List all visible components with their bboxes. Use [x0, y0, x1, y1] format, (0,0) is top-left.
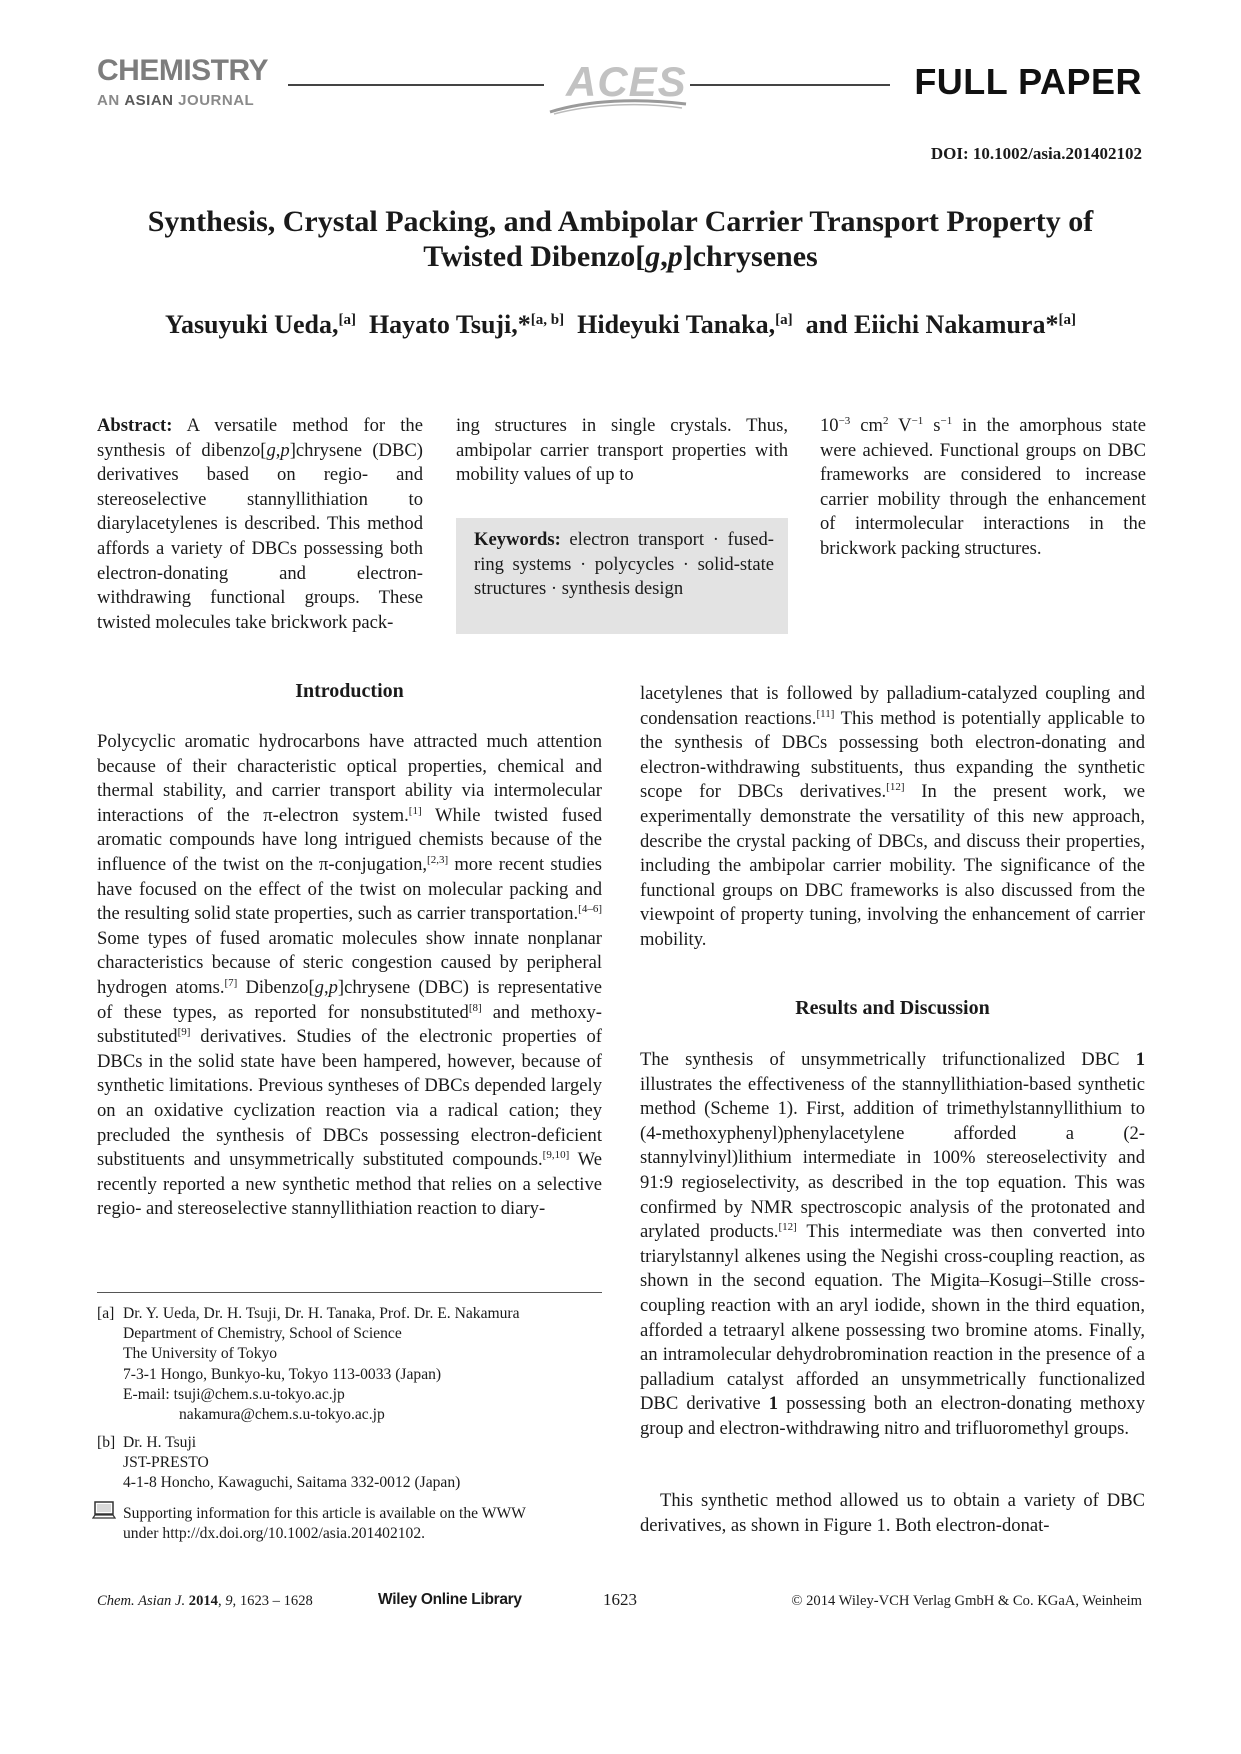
journal-sub-prefix: AN: [97, 92, 125, 109]
citation: [11]: [816, 707, 835, 720]
affiliation-line: Department of Chemistry, School of Science: [123, 1325, 402, 1343]
supporting-info-line: Supporting information for this article is available on the WWW: [123, 1505, 526, 1522]
author-name: Hayato Tsuji,*: [368, 310, 531, 339]
abstract-label: Abstract:: [97, 415, 173, 436]
author-list: [100, 310, 1141, 340]
citation: [4–6]: [578, 903, 602, 916]
body-text: ]chrysene (DBC) is representative of these types, as reported for nonsubstituted: [97, 976, 602, 1023]
citation: [2,3]: [427, 853, 449, 866]
body-text: lacetylenes that is followed by palladium-catalyzed coupling and condensation reactions.: [640, 683, 1145, 729]
footer-year: 2014: [188, 1593, 218, 1609]
body-text: This intermediate was then converted into triarylstannyl alkenes using the Negishi cross-coupling reaction, as shown in the second equation. The Migita–Kosugi–Stille cross-coupling reaction with an aryl iodide, shown in the third equation, afforded a tetraaryl alkene possessing two bromine atoms. Finally, an intramolecular dehydrobromination reaction in the presence of a palladium catalyst afforded an unsymmetrically functionalized DBC derivative: [640, 1221, 1145, 1415]
keywords: [474, 528, 774, 602]
wiley-online-library-logo[interactable]: Wiley Online Library: [378, 1591, 522, 1608]
body-text: illustrates the effectiveness of the stannyllithiation-based synthetic method (Scheme 1). First, addition of trimethylstannyllithium to (4-methoxyphenyl)phenylacetylene afforded a (2-stannylvinyl)lithium intermediate in 100% stereoselectivity and 91:9 regioselectivity, as described in the top equation. This was confirmed by NMR spectroscopic analysis of the protonated and arylated products.: [640, 1073, 1145, 1243]
body-italic: p: [328, 976, 338, 998]
footer-copyright: © 2014 Wiley-VCH Verlag GmbH & Co. KGaA, Weinheim: [791, 1593, 1142, 1609]
author-name: Yasuyuki Ueda,: [165, 310, 339, 339]
exponent: 2: [883, 415, 889, 427]
author-affil: [a]: [1058, 312, 1076, 328]
abstract-text: s: [923, 415, 941, 436]
affiliation-a: [97, 1304, 602, 1425]
header-rule-left: [288, 84, 544, 86]
compound-number: 1: [1135, 1049, 1145, 1070]
title-line-1: Synthesis, Crystal Packing, and Ambipolar Carrier Transport Property of: [147, 205, 1094, 238]
abstract-text: ]chrysene (DBC) derivatives based on regio- and stereoselective stannyllithiation to diarylacetylenes is described. This method affords a variety of DBCs possessing both electron-donating and electron-withdrawing functional groups. These twisted molecules take brickwork pack-: [97, 439, 423, 633]
abstract-text: 10: [820, 415, 839, 436]
affiliation-b: [97, 1433, 602, 1494]
abstract-text: in the amorphous state were achieved. Functional groups on DBC frameworks are considered to increase carrier mobility through the enhancement of intermolecular interactions in the brickwork packing structures.: [820, 415, 1146, 559]
affiliation-line: Dr. Y. Ueda, Dr. H. Tsuji, Dr. H. Tanaka, Prof. Dr. E. Nakamura: [123, 1305, 520, 1322]
author-name: Hideyuki Tanaka,: [577, 310, 776, 339]
citation: [9]: [177, 1026, 191, 1039]
abstract-italic: p: [280, 439, 290, 461]
aces-swoosh-icon: [548, 96, 688, 116]
title-comma: ,: [660, 240, 668, 273]
introduction-heading: Introduction: [295, 680, 404, 702]
author: [799, 310, 1076, 339]
affiliation-line: Dr. H. Tsuji: [123, 1434, 197, 1451]
affiliation-line: 4-1-8 Honcho, Kawaguchi, Saitama 332-0012 (Japan): [123, 1474, 461, 1492]
author-affil: [a]: [338, 312, 356, 328]
supporting-info: [123, 1504, 603, 1544]
author: [165, 310, 356, 339]
body-text: ,: [323, 976, 329, 998]
header-rule-right: [690, 84, 890, 86]
affiliation-email: E-mail: tsuji@chem.s.u-tokyo.ac.jp: [123, 1385, 345, 1403]
journal-logo-subtitle: [97, 92, 254, 109]
title-italic-g: g: [645, 240, 661, 273]
abstract-column-3: [820, 414, 1146, 562]
body-text: In the present work, we experimentally demonstrate the versatility of this new approach, describe the crystal packing of DBCs, and discuss their properties, including the ambipolar carrier mobility. The significance of the functional groups on DBC frameworks is also discussed from the viewpoint of property tuning, involving the enhancement of carrier mobility.: [640, 781, 1145, 950]
page-number: 1623: [603, 1590, 637, 1609]
citation: [9,10]: [542, 1149, 570, 1162]
results-heading: Results and Discussion: [795, 997, 990, 1019]
affiliation-email: nakamura@chem.s.u-tokyo.ac.jp: [179, 1406, 385, 1424]
footer-citation: Chem. Asian J. 2014, 9, 1623 – 1628: [97, 1593, 313, 1609]
author-name: and Eiichi Nakamura*: [805, 310, 1059, 339]
body-text: more recent studies have focused on the effect of the twist on molecular packing and the resulting solid state properties, such as carrier transportation.: [97, 853, 602, 925]
journal-sub-suffix: JOURNAL: [173, 92, 255, 109]
citation: [8]: [468, 1001, 482, 1014]
body-text: derivatives. Studies of the electronic properties of DBCs in the solid state have been hampered, however, because of synthetic limitations. Previous syntheses of DBCs depended largely on an oxidative cyclization reaction via a radical cation; they precluded the synthesis of DBCs possessing electron-deficient substituents and unsymmetrically substituted compounds.: [97, 1026, 602, 1171]
introduction-continued: [640, 682, 1145, 953]
body-text: While twisted fused aromatic compounds have long intrigued chemists because of the influence of the twist on the π-conjugation,: [97, 804, 602, 875]
abstract-text: V: [888, 415, 912, 436]
abstract-italic: g: [266, 439, 276, 461]
body-text: and methoxy-substituted: [97, 1001, 603, 1048]
footer-journal: Chem. Asian J.: [97, 1593, 186, 1609]
affiliation-tag: [a]: [97, 1305, 115, 1322]
author-affil: [a]: [775, 312, 793, 328]
results-paragraph-2: This synthetic method allowed us to obtain a variety of DBC derivatives, as shown in Figure 1. Both electron-donat-: [640, 1490, 1145, 1536]
body-text: This method is potentially applicable to the synthesis of DBCs possessing both electron-donating and electron-withdrawing substituents, thus expanding the synthetic scope for DBCs derivatives.: [640, 707, 1145, 803]
abstract-text: ,: [275, 439, 281, 461]
abstract-column-2: ing structures in single crystals. Thus, ambipolar carrier transport properties with mobility values of up to: [456, 415, 788, 486]
journal-sub-bold: ASIAN: [124, 92, 174, 109]
affiliation-tag: [b]: [97, 1434, 116, 1451]
doi: DOI: 10.1002/asia.201402102: [930, 144, 1142, 163]
keywords-label: Keywords:: [474, 529, 561, 550]
affiliation-line: 7-3-1 Hongo, Bunkyo-ku, Tokyo 113-0033 (Japan): [123, 1365, 442, 1383]
citation: [12]: [778, 1221, 797, 1234]
body-text: The synthesis of unsymmetrically trifunctionalized DBC: [640, 1049, 1136, 1070]
article-title: [100, 204, 1141, 274]
abstract-text: cm: [850, 415, 883, 436]
abstract-text: A versatile method for the synthesis of dibenzo[: [97, 415, 423, 461]
citation: [1]: [408, 804, 422, 817]
exponent: −3: [838, 415, 851, 427]
author: [571, 310, 793, 339]
footer-pages: , 1623 – 1628: [232, 1593, 313, 1609]
author-affil: [a, b]: [530, 312, 565, 328]
compound-number: 1: [768, 1393, 779, 1415]
affiliation-line: The University of Tokyo: [123, 1345, 278, 1363]
body-text: Dibenzo[: [237, 976, 315, 998]
citation: [7]: [224, 976, 238, 989]
title-line-2: [100, 239, 1141, 274]
title-part: ]chrysenes: [682, 240, 818, 273]
footer-volume: 9: [225, 1593, 233, 1609]
exponent: −1: [940, 415, 953, 427]
body-text: possessing both an electron-donating methoxy group and electron-withdrawing nitro and trifluoromethyl groups.: [640, 1393, 1145, 1439]
exponent: −1: [911, 415, 924, 427]
affiliation-line: JST-PRESTO: [123, 1454, 209, 1472]
computer-icon: [92, 1501, 116, 1521]
keywords-list: electron transport · fused-ring systems · polycycles · solid-state structures · synthesis design: [474, 529, 774, 600]
body-text: We recently reported a new synthetic method that relies on a selective regio- and stereoselective stannyllithiation reaction to diary-: [97, 1149, 602, 1220]
body-italic: g: [314, 976, 324, 998]
body-text: Polycyclic aromatic hydrocarbons have attracted much attention because of their characteristic optical properties, chemical and thermal stability, and carrier transport ability via intermolecular interactions of the π-electron system.: [97, 731, 602, 826]
author: [362, 310, 564, 339]
introduction-paragraph: [97, 730, 602, 1222]
supporting-info-line[interactable]: under http://dx.doi.org/10.1002/asia.201402102.: [123, 1525, 426, 1543]
aces-logo: ACES: [566, 58, 687, 105]
title-italic-p: p: [667, 240, 683, 273]
footnote-rule: [97, 1292, 602, 1293]
abstract-column-1: [97, 414, 423, 635]
article-type: FULL PAPER: [914, 61, 1142, 102]
results-paragraph-1: [640, 1048, 1145, 1442]
title-part: Twisted Dibenzo[: [423, 240, 646, 273]
citation: [12]: [886, 781, 905, 794]
journal-logo-title: CHEMISTRY: [97, 54, 269, 87]
body-text: Some types of fused aromatic molecules show innate nonplanar characteristics because of steric congestion caused by peripheral hydrogen atoms.: [97, 927, 602, 998]
